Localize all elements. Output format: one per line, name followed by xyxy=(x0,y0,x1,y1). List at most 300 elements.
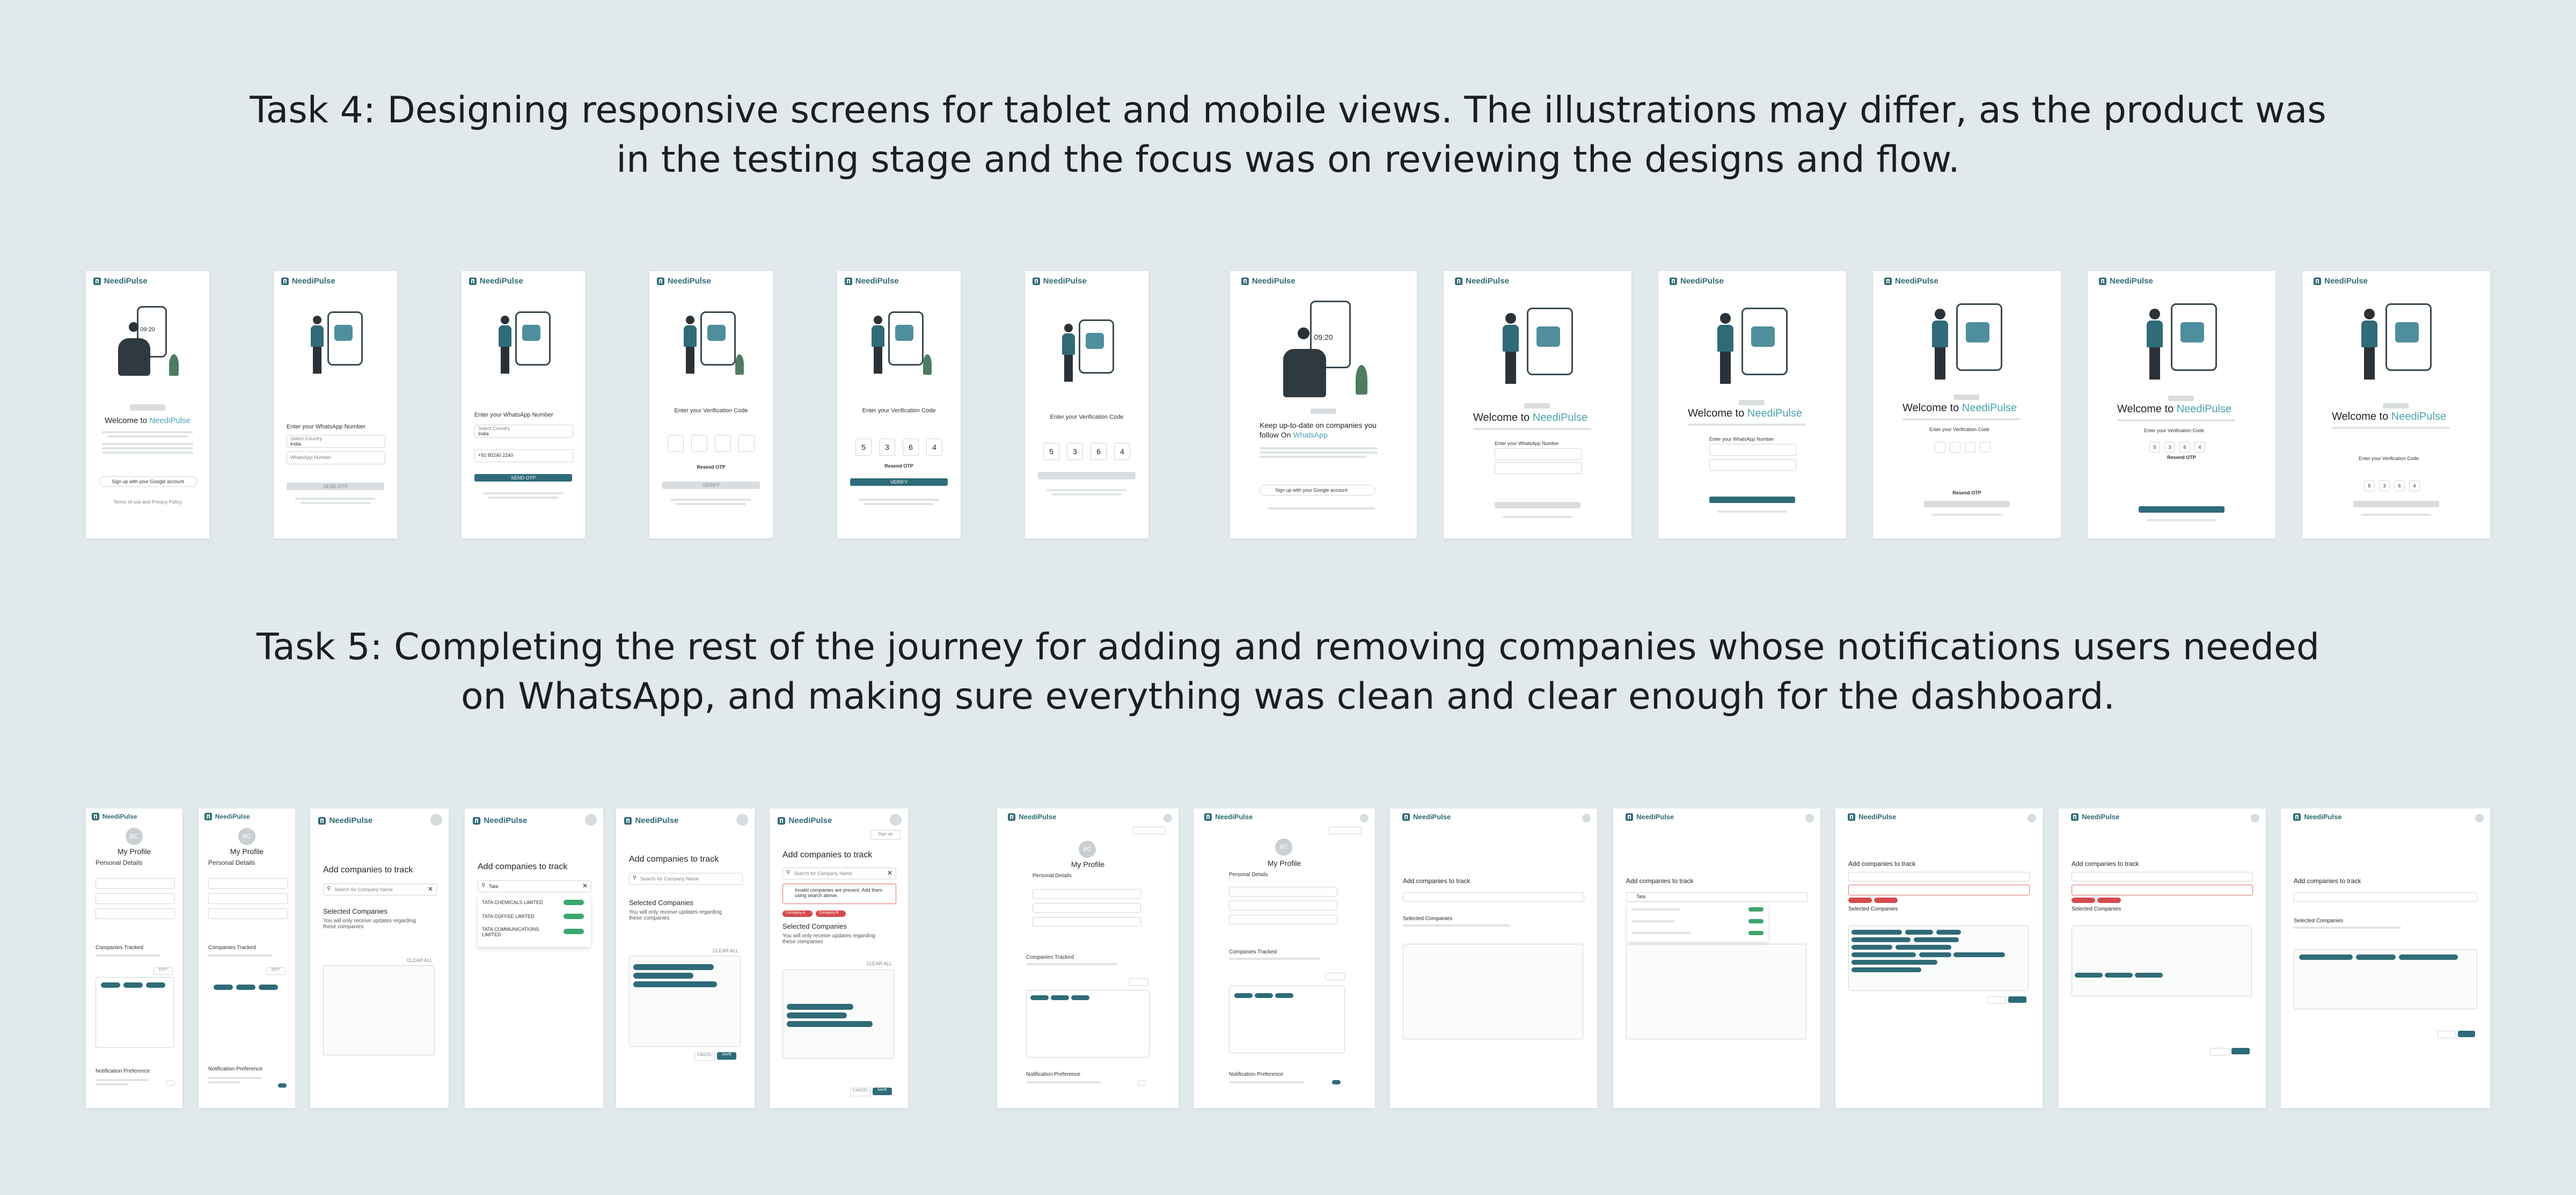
otp-box[interactable]: 3 xyxy=(1067,443,1083,460)
avatar[interactable] xyxy=(1805,814,1814,822)
cancel-button[interactable] xyxy=(2438,1031,2456,1038)
clock-text: 09:20 xyxy=(1314,333,1333,341)
resend-otp-link[interactable]: Resend OTP xyxy=(697,464,726,470)
otp-box[interactable] xyxy=(1935,442,1945,453)
welcome-title: Welcome to NeediPulse xyxy=(1688,407,1803,419)
cancel-button[interactable]: CANCEL xyxy=(850,1088,870,1096)
badge xyxy=(2383,403,2409,409)
avatar[interactable] xyxy=(890,814,902,826)
edit-button[interactable]: EDIT xyxy=(266,967,286,975)
otp-box[interactable]: 4 xyxy=(926,439,942,456)
profile-title: My Profile xyxy=(1071,860,1105,869)
mobile-welcome-screen xyxy=(86,271,209,538)
company-chip[interactable] xyxy=(1071,995,1089,1000)
invalid-chip[interactable] xyxy=(1874,898,1898,903)
otp-box[interactable]: 6 xyxy=(1091,443,1107,460)
brand-logo-icon xyxy=(1884,278,1892,285)
company-chip[interactable] xyxy=(1255,993,1273,998)
resend-otp-link[interactable]: Resend OTP xyxy=(884,463,913,469)
notification-toggle[interactable] xyxy=(1332,1080,1341,1084)
notification-toggle[interactable] xyxy=(278,1083,287,1088)
phone-field[interactable] xyxy=(96,908,175,919)
verify-button[interactable] xyxy=(2139,506,2224,513)
notification-pref-heading: Notification Preference xyxy=(1026,1072,1081,1077)
close-icon[interactable]: ✕ xyxy=(887,869,892,877)
add-companies-selected-screen xyxy=(616,808,755,1108)
avatar[interactable]: BC xyxy=(238,828,255,845)
verify-title: Enter your Verification Code xyxy=(2144,428,2205,433)
otp-box[interactable]: 6 xyxy=(903,439,919,456)
company-chip[interactable] xyxy=(1936,930,1961,935)
otp-box[interactable]: 3 xyxy=(2379,480,2390,491)
phone-field[interactable] xyxy=(1033,917,1141,927)
desktop-add-companies-error xyxy=(1835,808,2043,1108)
send-otp-button[interactable]: SEND OTP xyxy=(474,474,572,482)
verify-button[interactable] xyxy=(1924,501,2010,507)
terms-link[interactable]: Terms of use xyxy=(113,499,141,505)
whatsapp-number-input[interactable]: +91 80240 2240 xyxy=(474,449,573,462)
company-chip[interactable] xyxy=(1896,945,1951,950)
email-field[interactable] xyxy=(96,893,175,904)
company-chip[interactable] xyxy=(2075,973,2103,978)
brand xyxy=(2071,813,2119,821)
clock-text: 09:20 xyxy=(140,326,155,333)
phone-field[interactable] xyxy=(1229,915,1337,924)
company-chip[interactable] xyxy=(1051,995,1069,1000)
profile-title: My Profile xyxy=(1267,859,1301,868)
avatar[interactable] xyxy=(2251,814,2259,822)
error-text: Invalid companies are present. Add them using search above. xyxy=(795,887,883,898)
company-chip[interactable] xyxy=(1914,937,1959,942)
welcome-title: Welcome to NeediPulse xyxy=(1902,402,2017,414)
mobile-verify-loading-screen xyxy=(1025,271,1148,538)
desktop-add-companies-error-2 xyxy=(2059,808,2266,1108)
company-chip[interactable] xyxy=(2135,973,2163,978)
track-title: Add companies to track xyxy=(2294,877,2361,885)
brand-name: NeediPulse xyxy=(215,813,250,820)
edit-button[interactable]: EDIT xyxy=(153,967,173,975)
desktop-welcome-screen xyxy=(1230,271,1417,538)
add-chip-button[interactable] xyxy=(564,900,584,905)
keep-up-title: Keep up-to-date on companies you follow On WhatsApp xyxy=(1260,421,1377,439)
brand xyxy=(2099,276,2153,286)
brand-name: NeediPulse xyxy=(1019,813,1057,821)
privacy-link[interactable]: Privacy Policy xyxy=(151,499,182,505)
email-field[interactable] xyxy=(208,893,288,904)
error-banner xyxy=(782,884,896,904)
brand-name: NeediPulse xyxy=(2082,813,2120,821)
avatar[interactable] xyxy=(2475,814,2484,822)
company-search-input[interactable]: ⚲ Search for Company Name xyxy=(629,873,743,885)
company-chip[interactable] xyxy=(633,981,717,987)
google-signup-button[interactable]: Sign up with your Google account xyxy=(1260,485,1375,496)
notification-pref-heading: Notification Preference xyxy=(96,1068,150,1074)
save-button[interactable] xyxy=(2008,996,2026,1003)
whatsapp-number-input[interactable] xyxy=(1495,462,1582,474)
invalid-chip[interactable]: Company B xyxy=(816,910,846,917)
badge xyxy=(1524,403,1550,409)
brand-logo-icon xyxy=(845,278,852,285)
dropdown-item[interactable]: TATA COMMUNICATIONS LIMITED xyxy=(482,927,539,937)
brand xyxy=(1402,813,1451,821)
notification-toggle[interactable] xyxy=(166,1080,175,1085)
invalid-chip[interactable] xyxy=(1848,898,1872,903)
invalid-chip[interactable] xyxy=(2072,898,2095,903)
brand xyxy=(469,276,523,286)
brand-logo-icon xyxy=(778,817,785,825)
company-chip[interactable] xyxy=(1851,945,1892,950)
brand xyxy=(1204,813,1253,821)
save-button[interactable] xyxy=(2458,1031,2475,1037)
whatsapp-number-input[interactable] xyxy=(1709,459,1796,471)
verify-button[interactable]: VERIFY xyxy=(662,482,760,489)
company-chip[interactable] xyxy=(633,964,714,970)
clear-all-button[interactable]: CLEAR ALL xyxy=(713,948,739,953)
brand-name: NeediPulse xyxy=(1858,813,1897,821)
company-chip[interactable] xyxy=(1851,967,1921,972)
avatar[interactable] xyxy=(430,814,442,826)
country-select[interactable] xyxy=(1709,444,1796,456)
verify-title: Enter your Verification Code xyxy=(862,407,936,414)
add-chip-button[interactable] xyxy=(564,914,584,919)
company-search-input[interactable]: ⚲ Tata ✕ xyxy=(478,880,591,892)
company-chip[interactable] xyxy=(787,1012,847,1018)
task5-heading-line2: on WhatsApp, and making sure everything was clean and clear enough for the dashboard. xyxy=(460,675,2116,718)
company-chip[interactable] xyxy=(787,1004,853,1010)
signup-button[interactable] xyxy=(1132,827,1166,834)
task4-heading-line1: Task 4: Designing responsive screens for tablet and mobile views. The illustrations may differ, as the product was xyxy=(250,89,2326,132)
add-chip-button[interactable] xyxy=(1748,919,1763,923)
company-chip[interactable] xyxy=(2399,954,2458,960)
track-title: Add companies to track xyxy=(478,862,568,871)
brand-logo-icon xyxy=(1241,278,1249,285)
company-chip[interactable] xyxy=(1030,995,1049,1000)
track-title: Add companies to track xyxy=(1626,877,1694,885)
person-illustration xyxy=(1495,297,1580,388)
otp-box[interactable]: 6 xyxy=(2179,442,2190,453)
company-chip[interactable] xyxy=(787,1021,873,1027)
companies-box xyxy=(96,977,174,1048)
cancel-button[interactable] xyxy=(2210,1048,2229,1055)
desktop-verify-filled-screen xyxy=(2088,271,2275,538)
track-title: Add companies to track xyxy=(2072,860,2139,868)
avatar[interactable]: BC xyxy=(1079,841,1096,858)
company-search-input[interactable] xyxy=(1848,872,2030,881)
brand-name: NeediPulse xyxy=(291,276,335,286)
track-title: Add companies to track xyxy=(1848,860,1916,868)
selected-heading: Selected Companies xyxy=(1403,916,1453,922)
signup-button[interactable]: Sign up xyxy=(870,830,901,840)
whatsapp-title: Enter your WhatsApp Number xyxy=(287,424,365,430)
save-button[interactable]: SAVE xyxy=(873,1088,892,1095)
person-illustration xyxy=(303,301,368,381)
otp-box[interactable] xyxy=(1965,442,1975,453)
person-illustration xyxy=(676,301,746,381)
brand-logo-icon xyxy=(92,813,99,820)
profile-title: My Profile xyxy=(230,847,264,856)
invalid-chip[interactable] xyxy=(2097,898,2121,903)
personal-details-heading: Personal Details xyxy=(1229,872,1268,878)
verify-loading-button[interactable] xyxy=(1038,472,1136,479)
company-chip[interactable] xyxy=(1851,960,1937,965)
brand xyxy=(845,276,899,286)
edit-button[interactable] xyxy=(1129,978,1148,986)
avatar[interactable]: BC xyxy=(1275,839,1292,856)
brand-name: NeediPulse xyxy=(1680,276,1724,286)
avatar[interactable]: BC xyxy=(126,828,143,845)
google-signup-button[interactable] xyxy=(99,476,197,487)
otp-box[interactable]: 3 xyxy=(2164,442,2175,453)
brand-logo-icon xyxy=(204,813,212,820)
company-search-input[interactable]: ⚲ Search for Company Name ✕ xyxy=(782,868,896,879)
brand-name: NeediPulse xyxy=(1466,276,1509,286)
track-title: Add companies to track xyxy=(629,855,719,864)
brand-name: NeediPulse xyxy=(855,276,899,286)
selected-heading: Selected Companies xyxy=(782,922,847,930)
search-icon: ⚲ xyxy=(786,870,791,876)
name-field[interactable] xyxy=(1229,887,1337,897)
brand-name: NeediPulse xyxy=(1636,813,1674,821)
get-started-badge xyxy=(1311,409,1336,414)
company-chip[interactable] xyxy=(236,985,255,990)
person-illustration xyxy=(864,301,934,381)
email-field[interactable] xyxy=(1229,901,1337,910)
signup-button[interactable] xyxy=(1329,827,1362,834)
brand xyxy=(1455,276,1509,286)
selected-sub: You will only receive updates regarding these companies xyxy=(629,909,722,921)
company-chip[interactable] xyxy=(1851,937,1911,942)
name-field[interactable] xyxy=(96,878,175,889)
phone-field[interactable] xyxy=(208,908,288,919)
brand xyxy=(1848,813,1896,821)
company-search-input[interactable] xyxy=(1403,892,1584,902)
email-field[interactable] xyxy=(1033,903,1141,913)
company-chip[interactable] xyxy=(1851,952,1916,957)
person-illustration xyxy=(1055,309,1119,389)
brand-logo-icon xyxy=(1455,278,1462,285)
brand-logo-icon xyxy=(1670,278,1677,285)
brand-name: NeediPulse xyxy=(104,276,148,286)
brand xyxy=(1033,276,1087,286)
badge xyxy=(2168,396,2194,401)
resend-otp-link[interactable]: Resend OTP xyxy=(2167,455,2196,460)
whatsapp-number-input[interactable]: WhatsApp Number xyxy=(287,451,385,464)
verify-button[interactable]: VERIFY xyxy=(850,478,948,486)
otp-box[interactable]: 5 xyxy=(2149,442,2160,453)
task4-heading-line2: in the testing stage and the focus was on reviewing the designs and flow. xyxy=(616,139,1960,181)
otp-box[interactable]: 4 xyxy=(2409,480,2420,491)
otp-box[interactable]: 3 xyxy=(879,439,895,456)
personal-details-heading: Personal Details xyxy=(96,859,143,866)
avatar[interactable] xyxy=(1360,814,1368,822)
selected-companies-box xyxy=(323,965,435,1055)
track-title: Add companies to track xyxy=(1403,877,1470,885)
avatar[interactable] xyxy=(585,814,597,826)
search-dropdown xyxy=(478,895,590,947)
avatar[interactable] xyxy=(736,814,748,826)
otp-box[interactable] xyxy=(738,435,755,452)
otp-box[interactable] xyxy=(1980,442,1990,453)
selected-companies-box xyxy=(1403,944,1583,1039)
brand-name: NeediPulse xyxy=(329,816,373,825)
company-chip[interactable] xyxy=(1919,952,1951,957)
brand xyxy=(1008,813,1056,821)
verify-title: Enter your Verification Code xyxy=(674,407,748,414)
selected-sub: You will only receive updates regarding these companies xyxy=(782,933,876,945)
company-chip[interactable] xyxy=(259,985,278,990)
send-otp-button[interactable]: SEND OTP xyxy=(287,483,384,490)
dropdown-item[interactable]: TATA CHEMICALS LIMITED xyxy=(482,900,543,905)
selected-sub: You will only receive updates regarding these companies xyxy=(323,918,416,930)
cancel-button[interactable]: CANCEL xyxy=(694,1052,715,1061)
error-banner xyxy=(1848,885,2030,895)
dropdown-item[interactable]: TATA COFFEE LIMITED xyxy=(482,914,535,919)
add-companies-search-screen xyxy=(465,808,603,1108)
save-button[interactable] xyxy=(2231,1048,2250,1054)
profile-title: My Profile xyxy=(117,847,151,856)
add-chip-button[interactable] xyxy=(1748,907,1763,912)
personal-details-heading: Personal Details xyxy=(1033,873,1072,879)
brand xyxy=(1884,276,1938,286)
otp-box[interactable]: 4 xyxy=(2194,442,2205,453)
clear-all-button[interactable]: CLEAR ALL xyxy=(407,958,433,963)
close-icon[interactable]: ✕ xyxy=(427,885,433,893)
company-chip[interactable] xyxy=(214,985,233,990)
name-field[interactable] xyxy=(1033,889,1141,899)
country-select[interactable]: Select Country India xyxy=(474,425,573,438)
clear-all-button[interactable]: CLEAR ALL xyxy=(866,961,892,966)
brand xyxy=(281,276,335,286)
company-chip[interactable] xyxy=(1851,930,1902,935)
desktop-verify-loading-screen xyxy=(2302,271,2490,538)
otp-box[interactable]: 6 xyxy=(2394,480,2405,491)
terms-links: Terms of use and Privacy Policy xyxy=(113,499,182,505)
search-icon: ⚲ xyxy=(633,875,637,881)
avatar[interactable] xyxy=(1163,814,1172,822)
otp-box[interactable] xyxy=(1950,442,1960,453)
send-otp-button[interactable] xyxy=(1709,497,1795,503)
welcome-title: Welcome to NeediPulse xyxy=(2117,403,2232,415)
brand-logo-icon xyxy=(2293,813,2301,821)
phone-illustration xyxy=(107,301,188,381)
country-select[interactable] xyxy=(1495,448,1582,460)
brand-name: NeediPulse xyxy=(484,816,528,825)
mobile-verify-screen xyxy=(649,271,773,538)
brand xyxy=(318,816,372,825)
welcome-title: Welcome to NeediPulse xyxy=(105,416,191,425)
selected-heading: Selected Companies xyxy=(2072,906,2121,912)
companies-tracked-heading: Companies Tracked xyxy=(96,945,143,951)
company-chip[interactable] xyxy=(2299,954,2353,960)
brand-name: NeediPulse xyxy=(2324,276,2368,286)
company-chip[interactable] xyxy=(1953,952,2005,957)
brand-logo-icon xyxy=(93,278,101,285)
company-chip[interactable] xyxy=(1275,993,1293,998)
search-icon: ⚲ xyxy=(481,883,486,888)
brand xyxy=(657,276,711,286)
edit-button[interactable] xyxy=(1326,973,1345,980)
error-banner xyxy=(2072,885,2253,895)
brand-logo-icon xyxy=(1008,813,1015,821)
badge xyxy=(1739,400,1765,405)
brand-name: NeediPulse xyxy=(479,276,523,286)
brand-name: NeediPulse xyxy=(1895,276,1938,286)
brand-name: NeediPulse xyxy=(635,816,679,825)
save-button[interactable]: SAVE xyxy=(717,1052,736,1060)
name-field[interactable] xyxy=(208,878,288,889)
brand-name: NeediPulse xyxy=(1413,813,1451,821)
verify-title: Enter your Verification Code xyxy=(2359,456,2419,461)
company-chip[interactable] xyxy=(2105,973,2133,978)
company-chip[interactable] xyxy=(1234,993,1253,998)
selected-companies-box xyxy=(1626,944,1806,1039)
company-chip[interactable] xyxy=(1905,930,1933,935)
otp-box[interactable]: 5 xyxy=(2364,480,2375,491)
company-chip[interactable] xyxy=(2356,954,2396,960)
verify-loading-button[interactable] xyxy=(2353,501,2439,507)
google-signup-label: Sign up with your Google account xyxy=(112,479,184,484)
otp-box[interactable]: 4 xyxy=(1114,443,1130,460)
brand xyxy=(1241,276,1296,286)
whatsapp-title: Enter your WhatsApp Number xyxy=(1495,441,1560,446)
companies-tracked-heading: Companies Tracked xyxy=(1229,949,1277,955)
avatar[interactable] xyxy=(2028,814,2036,822)
company-search-input[interactable] xyxy=(2294,892,2477,902)
desktop-whatsapp-filled-screen xyxy=(1658,271,1846,538)
otp-box[interactable] xyxy=(668,435,684,452)
country-select[interactable]: Select Country India xyxy=(287,435,385,448)
invalid-chip[interactable]: Company A xyxy=(782,910,813,917)
otp-box[interactable]: 5 xyxy=(855,439,872,456)
company-search-input[interactable]: Tata xyxy=(1626,892,1807,902)
personal-details-heading: Personal Details xyxy=(208,859,255,866)
notification-pref-heading: Notification Preference xyxy=(208,1066,263,1072)
company-chip[interactable] xyxy=(633,973,693,979)
add-chip-button[interactable] xyxy=(564,929,584,934)
brand xyxy=(204,813,250,820)
desktop-add-companies-search xyxy=(1613,808,1820,1108)
add-companies-error-screen xyxy=(770,808,908,1108)
brand-logo-icon xyxy=(469,278,477,285)
send-otp-button[interactable] xyxy=(1495,502,1580,508)
tablet-profile-edit-screen xyxy=(1194,808,1375,1108)
close-icon[interactable]: ✕ xyxy=(582,882,588,890)
otp-box[interactable]: 5 xyxy=(1043,443,1059,460)
brand-logo-icon xyxy=(1626,813,1633,821)
brand-logo-icon xyxy=(1402,813,1410,821)
task5-heading xyxy=(0,623,2576,722)
cancel-button[interactable] xyxy=(1987,996,2006,1004)
brand xyxy=(778,816,832,825)
brand-logo-icon xyxy=(2099,278,2106,285)
company-search-input[interactable] xyxy=(2072,872,2253,881)
task4-heading xyxy=(0,86,2576,185)
brand xyxy=(1670,276,1724,286)
person-illustration xyxy=(2353,293,2439,384)
add-chip-button[interactable] xyxy=(1748,931,1763,935)
brand-logo-icon xyxy=(2314,278,2321,285)
company-search-input[interactable]: ⚲ Search for Company Name ✕ xyxy=(323,884,437,895)
notification-toggle[interactable] xyxy=(1138,1080,1146,1085)
person-illustration xyxy=(1709,297,1795,388)
avatar[interactable] xyxy=(1582,814,1591,822)
resend-otp-link[interactable]: Resend OTP xyxy=(1952,490,1981,496)
otp-box[interactable] xyxy=(715,435,731,452)
welcome-title: Welcome to NeediPulse xyxy=(1473,412,1588,424)
otp-box[interactable] xyxy=(691,435,707,452)
brand-name: NeediPulse xyxy=(667,276,711,286)
add-companies-empty-screen xyxy=(310,808,449,1108)
